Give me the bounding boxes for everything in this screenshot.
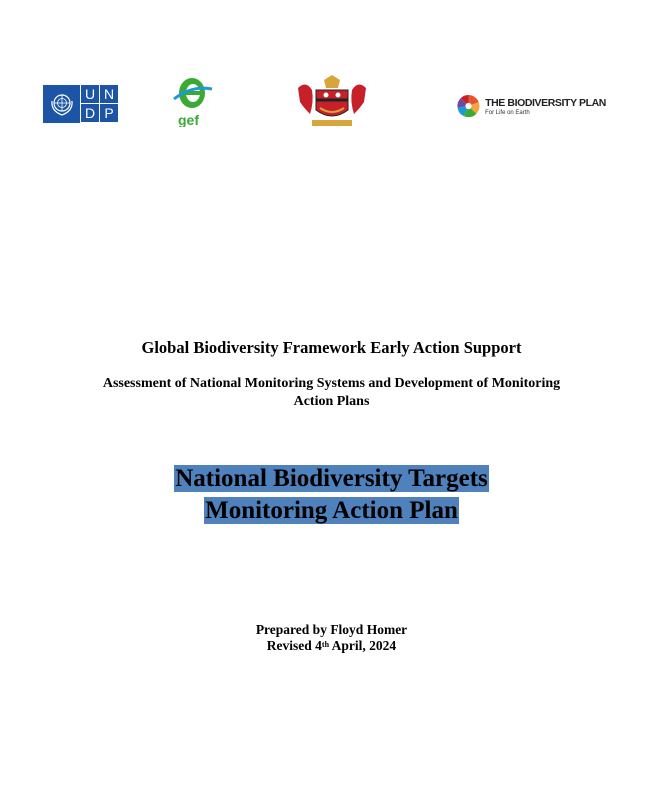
- revised-ordinal: th: [321, 640, 330, 649]
- subheading-line-1: Assessment of National Monitoring Systems and Development of Monitoring: [102, 376, 561, 391]
- biodiversity-plan-logo: [456, 84, 606, 128]
- biodiversity-plan-title: THE BIODIVERSITY PLAN: [485, 96, 606, 109]
- undp-letter: P: [99, 104, 118, 123]
- biodiversity-plan-icon: [456, 90, 481, 122]
- document-subheading: [0, 375, 663, 411]
- un-emblem-icon: [43, 85, 80, 123]
- undp-logo: [43, 85, 119, 123]
- gef-label: gef: [178, 112, 199, 127]
- undp-letter: N: [99, 85, 118, 104]
- prepared-by: Prepared by Floyd Homer: [255, 622, 408, 637]
- revised-prefix: Revised 4: [266, 638, 322, 653]
- document-title: [0, 463, 663, 527]
- subheading-line-2: Action Plans: [293, 394, 370, 409]
- biodiversity-plan-tagline: For Life on Earth: [485, 109, 530, 116]
- coat-of-arms-icon: [294, 74, 370, 130]
- gef-logo: [172, 75, 214, 127]
- revised-suffix: April, 2024: [329, 638, 397, 653]
- undp-letters: [80, 85, 118, 123]
- title-line-2: Monitoring Action Plan: [205, 497, 458, 524]
- title-line-1: National Biodiversity Targets: [175, 465, 488, 492]
- revised-date: [0, 638, 663, 654]
- document-heading: Global Biodiversity Framework Early Action Support: [141, 338, 522, 357]
- undp-letter: D: [80, 104, 99, 123]
- prepared-by-block: [0, 622, 663, 654]
- undp-letter: U: [80, 85, 99, 104]
